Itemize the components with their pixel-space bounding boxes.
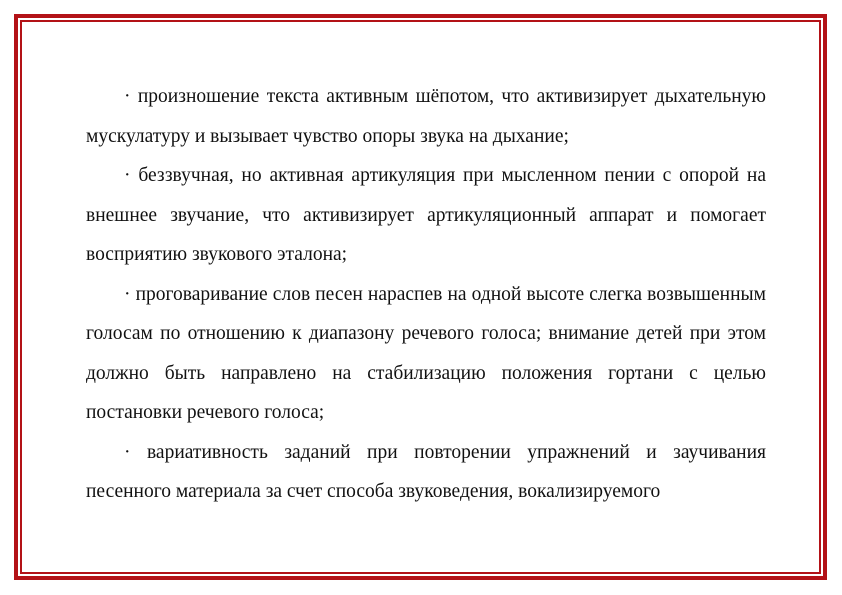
bullet-paragraph: · вариативность заданий при повторении упражнений и заучивания песенного материала за счет способа звуковедения, вокализируемого bbox=[86, 441, 766, 502]
bullet-paragraph: · произношение текста активным шёпотом, что активизирует дыхательную мускулатуру и вызывает чувство опоры звука на дыхание; bbox=[86, 86, 766, 147]
bullet-paragraph: · проговаривание слов песен нараспев на одной высоте слегка возвышенным голосам по отношению к диапазону речевого голоса; внимание детей при этом должно быть направлено на стабилизацию положения гортани с целью постановки речевого голоса; bbox=[86, 283, 766, 423]
bullet-paragraph: · беззвучная, но активная артикуляция при мысленном пении с опорой на внешнее звучание, что активизирует артикуляционный аппарат и помогает восприятию звукового эталона; bbox=[86, 165, 766, 265]
slide-text-body bbox=[86, 77, 766, 512]
